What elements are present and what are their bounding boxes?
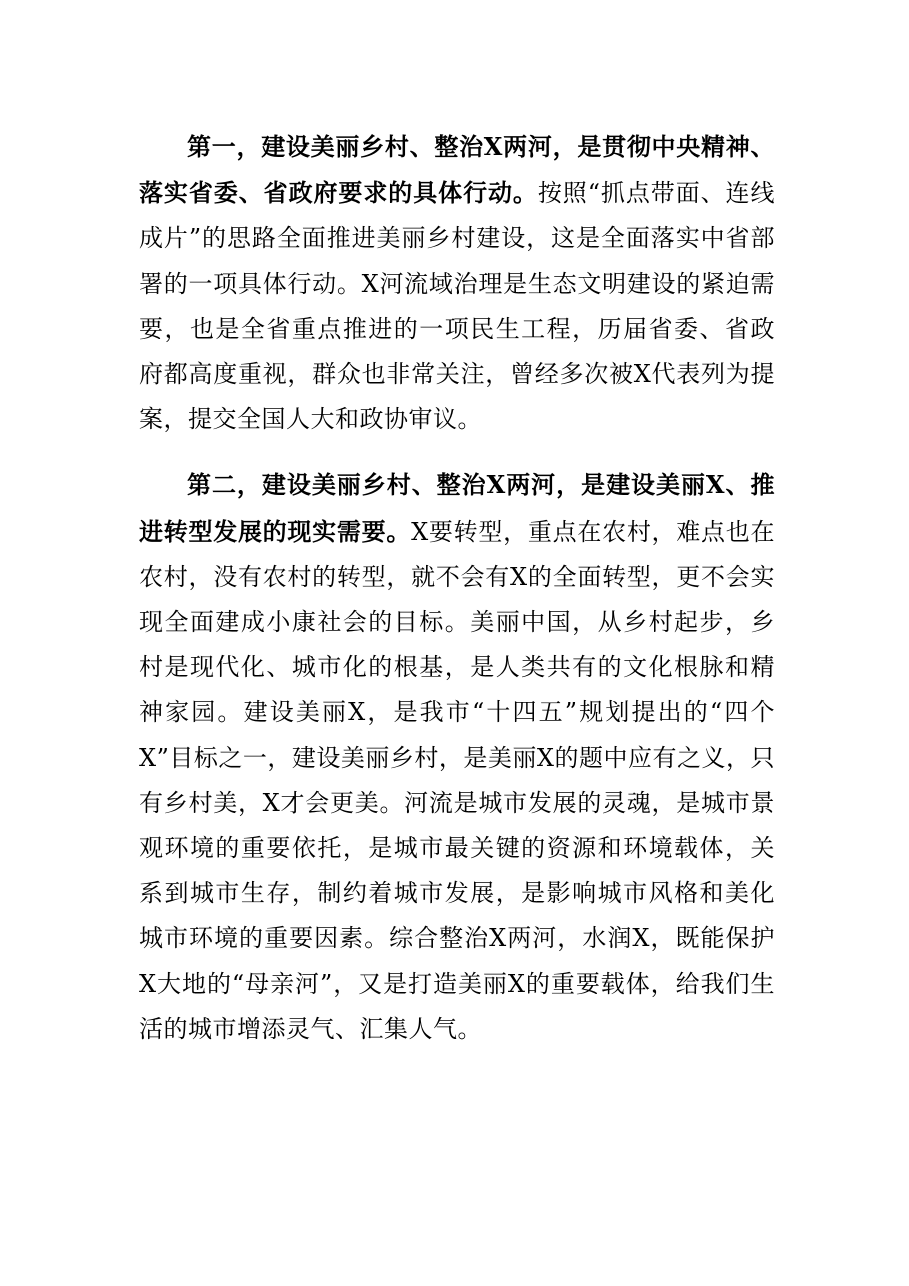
paragraph-first — [139, 124, 775, 442]
paragraph-first-body: 按照“抓点带面、连线成片”的思路全面推进美丽乡村建设，这是全面落实中省部署的一项具体行动。X河流域治理是生态文明建设的紧迫需要，也是全省重点推进的一项民生工程，历届省委、省政府都高度重视，群众也非常关注，曾经多次被X代表列为提案，提交全国人大和政协审议。 — [139, 179, 775, 434]
paragraph-second — [139, 462, 775, 1052]
document-body — [139, 124, 775, 1072]
paragraph-second-lead: 第二，建设美丽乡村、整治X两河，是建设美丽X、推进转型发展的现实需要。 — [139, 470, 775, 546]
paragraph-second-body: X要转型，重点在农村，难点也在农村，没有农村的转型，就不会有X的全面转型，更不会实现全面建成小康社会的目标。美丽中国，从乡村起步，乡村是现代化、城市化的根基，是人类共有的文化根脉和精神家园。建设美丽X，是我市“十四五”规划提出的“四个X”目标之一，建设美丽乡村，是美丽X的题中应有之义，只有乡村美，X才会更美。河流是城市发展的灵魂，是城市景观环境的重要依托，是城市最关键的资源和环境载体，关系到城市生存，制约着城市发展，是影响城市风格和美化城市环境的重要因素。综合整治X两河，水润X，既能保护X大地的“母亲河”，又是打造美丽X的重要载体，给我们生活的城市增添灵气、汇集人气。 — [139, 517, 776, 1043]
paragraph-first-lead: 第一，建设美丽乡村、整治X两河，是贯彻中央精神、落实省委、省政府要求的具体行动。 — [139, 132, 775, 208]
